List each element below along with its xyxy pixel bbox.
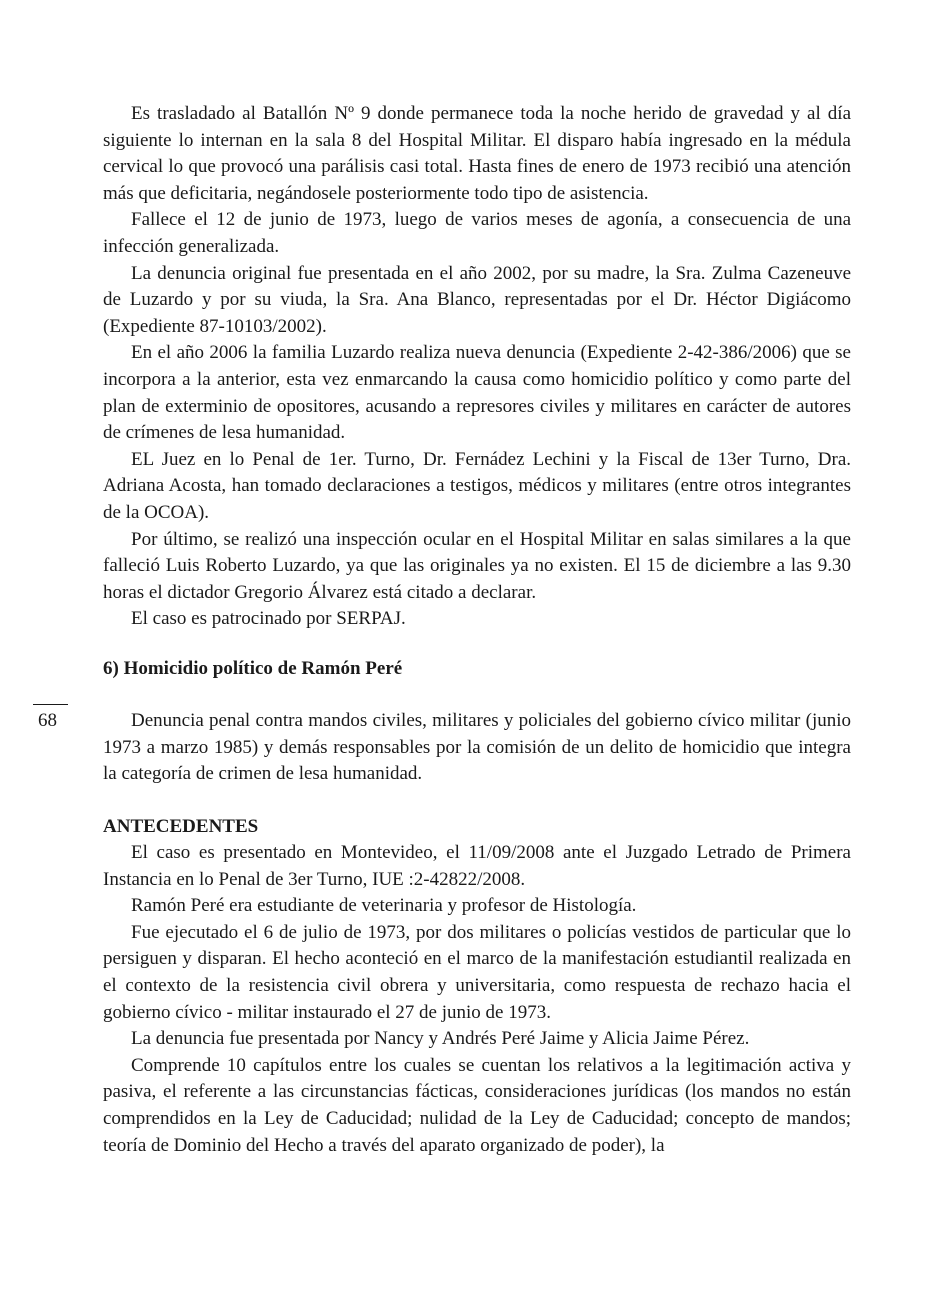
paragraph: Es trasladado al Batallón Nº 9 donde permanece toda la noche herido de gravedad y al día siguiente lo internan en la sala 8 del Hospital Militar. El disparo había ingresado en la médula cervical lo que provocó una parálisis casi total. Hasta fines de enero de 1973 recibió una atención más que deficitaria, negándosele posteriormente todo tipo de asistencia. bbox=[103, 103, 851, 204]
page-number: 68 bbox=[38, 710, 57, 731]
paragraph: El caso es patrocinado por SERPAJ. bbox=[131, 608, 406, 630]
paragraph: El caso es presentado en Montevideo, el 11/09/2008 ante el Juzgado Letrado de Primera Instancia en lo Penal de 3er Turno, IUE :2-42822/2008. bbox=[103, 842, 851, 890]
paragraph: La denuncia fue presentada por Nancy y Andrés Peré Jaime y Alicia Jaime Pérez. bbox=[131, 1028, 750, 1050]
subheading-antecedentes: ANTECEDENTES bbox=[103, 816, 259, 837]
paragraph: Por último, se realizó una inspección ocular en el Hospital Militar en salas similares a la que falleció Luis Roberto Luzardo, ya que las originales ya no existen. El 15 de diciembre a las 9.30 horas el dictador Gregorio Álvarez está citado a declarar. bbox=[103, 528, 851, 603]
body-text-block-1 bbox=[103, 101, 851, 633]
paragraph: Comprende 10 capítulos entre los cuales se cuentan los relativos a la legitimación activa y pasiva, el referente a las circunstancias fácticas, consideraciones jurídicas (los mandos no están comprendidos en la Ley de Caducidad; nulidad de la Ley de Caducidad; concepto de mandos; teoría de Dominio del Hecho a través del aparato organizado de poder), la bbox=[103, 1054, 851, 1156]
body-text-block-3 bbox=[103, 840, 851, 1159]
paragraph: Fallece el 12 de junio de 1973, luego de varios meses de agonía, a consecuencia de una infección generalizada. bbox=[103, 209, 851, 257]
paragraph: En el año 2006 la familia Luzardo realiza nueva denuncia (Expediente 2-42-386/2006) que se incorpora a la anterior, esta vez enmarcando la causa como homicidio político y como parte del plan de exterminio de opositores, acusando a represores civiles y militares en carácter de autores de crímenes de lesa humanidad. bbox=[103, 342, 851, 444]
section-heading: 6) Homicidio político de Ramón Peré bbox=[103, 658, 403, 679]
paragraph: Ramón Peré era estudiante de veterinaria y profesor de Histología. bbox=[131, 895, 637, 917]
page-number-rule bbox=[33, 704, 68, 705]
paragraph: La denuncia original fue presentada en el año 2002, por su madre, la Sra. Zulma Cazeneuve de Luzardo y por su viuda, la Sra. Ana Blanco, representadas por el Dr. Héctor Digiácomo (Expediente 87-10103/2002). bbox=[103, 262, 851, 337]
paragraph: Denuncia penal contra mandos civiles, militares y policiales del gobierno cívico militar (junio 1973 a marzo 1985) y demás responsables por la comisión de un delito de homicidio que integra la categoría de crimen de lesa humanidad. bbox=[103, 710, 851, 785]
paragraph: EL Juez en lo Penal de 1er. Turno, Dr. Fernádez Lechini y la Fiscal de 13er Turno, Dra. Adriana Acosta, han tomado declaraciones a testigos, médicos y militares (entre otros integrantes de la OCOA). bbox=[103, 448, 851, 523]
paragraph: Fue ejecutado el 6 de julio de 1973, por dos militares o policías vestidos de particular que lo persiguen y disparan. El hecho aconteció en el marco de la manifestación estudiantil realizada en el contexto de la resistencia civil obrera y universitaria, como respuesta de rechazo hacia el gobierno cívico - militar instaurado el 27 de junio de 1973. bbox=[103, 921, 851, 1023]
body-text-block-2 bbox=[103, 708, 851, 788]
